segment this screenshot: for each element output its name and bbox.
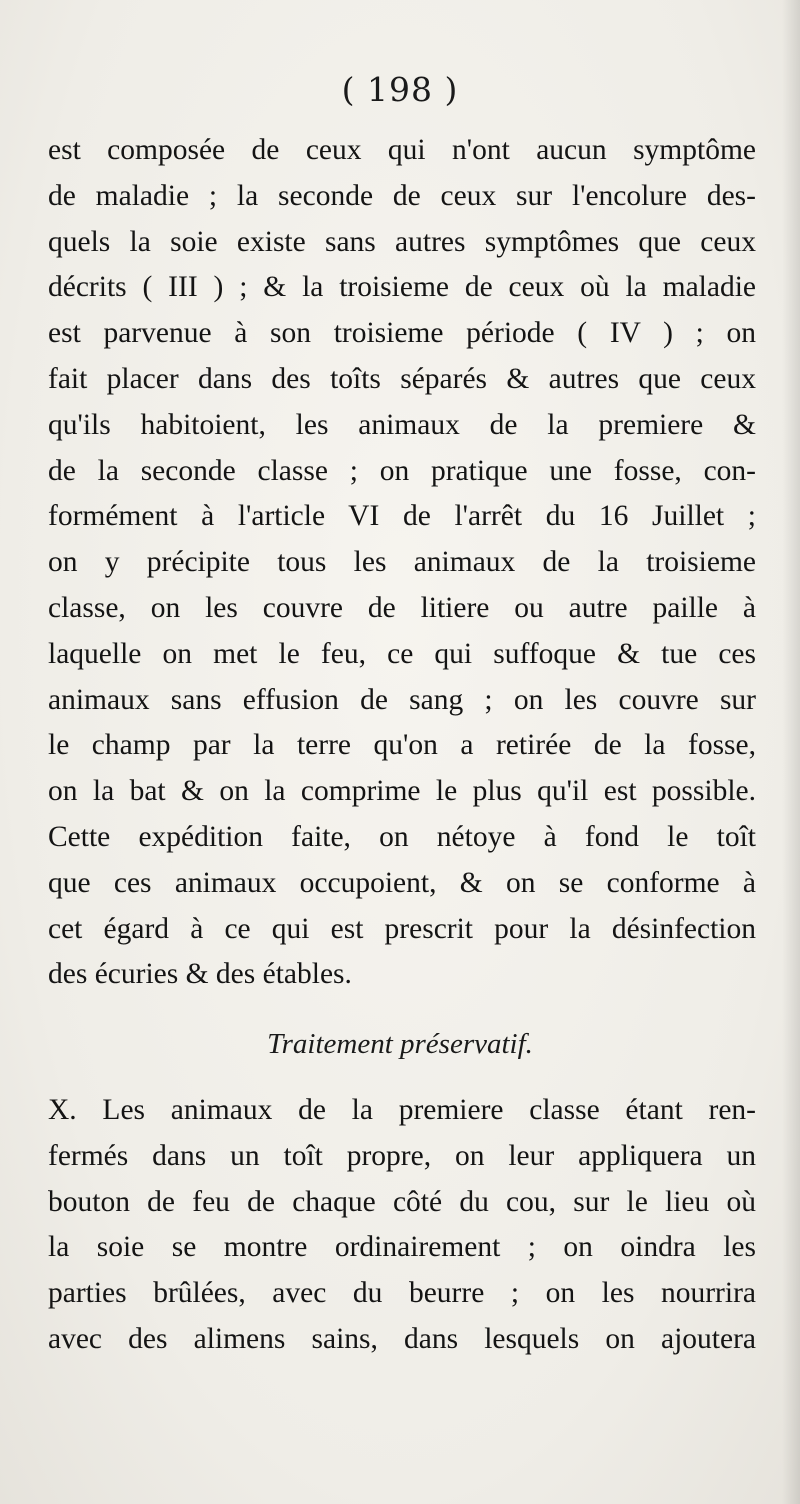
text-line: classe, on les couvre de litiere ou autre paille à xyxy=(48,591,756,624)
text-line: avec des alimens sains, dans lesquels on ajoutera xyxy=(48,1322,756,1355)
text-line: le champ par la terre qu'on a retirée de la fosse, xyxy=(48,729,756,762)
paragraph-2 xyxy=(48,1088,756,1363)
text-line: bouton de feu de chaque côté du cou, sur le lieu où xyxy=(48,1185,756,1218)
text-line: la soie se montre ordinairement ; on oindra les xyxy=(48,1231,756,1264)
text-line: parties brûlées, avec du beurre ; on les nourrira xyxy=(48,1277,756,1310)
text-line: cet égard à ce qui est prescrit pour la désinfection xyxy=(48,912,756,945)
page-number: ( 198 ) xyxy=(341,70,459,109)
text-line: on la bat & on la comprime le plus qu'il est possible. xyxy=(48,775,756,808)
text-line: on y précipite tous les animaux de la troisieme xyxy=(48,546,756,579)
paragraph-1 xyxy=(48,128,756,998)
text-line: formément à l'article VI de l'arrêt du 16 Juillet ; xyxy=(48,500,756,533)
text-line: de la seconde classe ; on pratique une fosse, con- xyxy=(48,454,756,487)
text-line: qu'ils habitoient, les animaux de la premiere & xyxy=(48,408,756,441)
text-line: Cette expédition faite, on nétoye à fond le toît xyxy=(48,820,756,853)
text-line: X. Les animaux de la premiere classe étant ren- xyxy=(48,1094,756,1126)
text-line: décrits ( III ) ; & la troisieme de ceux où la maladie xyxy=(48,271,756,304)
text-line: de maladie ; la seconde de ceux sur l'encolure des- xyxy=(48,179,756,212)
text-line: animaux sans effusion de sang ; on les couvre sur xyxy=(48,683,756,716)
page-edge-shadow xyxy=(782,0,800,1504)
text-line: est composée de ceux qui n'ont aucun symptôme xyxy=(48,134,756,166)
section-heading: Traitement préservatif. xyxy=(267,1028,533,1060)
text-line: est parvenue à son troisieme période ( IV ) ; on xyxy=(48,317,756,350)
text-line: quels la soie existe sans autres symptômes que ceux xyxy=(48,225,756,258)
text-line: fait placer dans des toîts séparés & autres que ceux xyxy=(48,362,756,395)
text-line: laquelle on met le feu, ce qui suffoque & tue ces xyxy=(48,637,756,670)
text-line: que ces animaux occupoient, & on se conforme à xyxy=(48,866,756,899)
text-line: des écuries & des étables. xyxy=(48,958,352,991)
text-line: fermés dans un toît propre, on leur appliquera un xyxy=(48,1139,756,1172)
